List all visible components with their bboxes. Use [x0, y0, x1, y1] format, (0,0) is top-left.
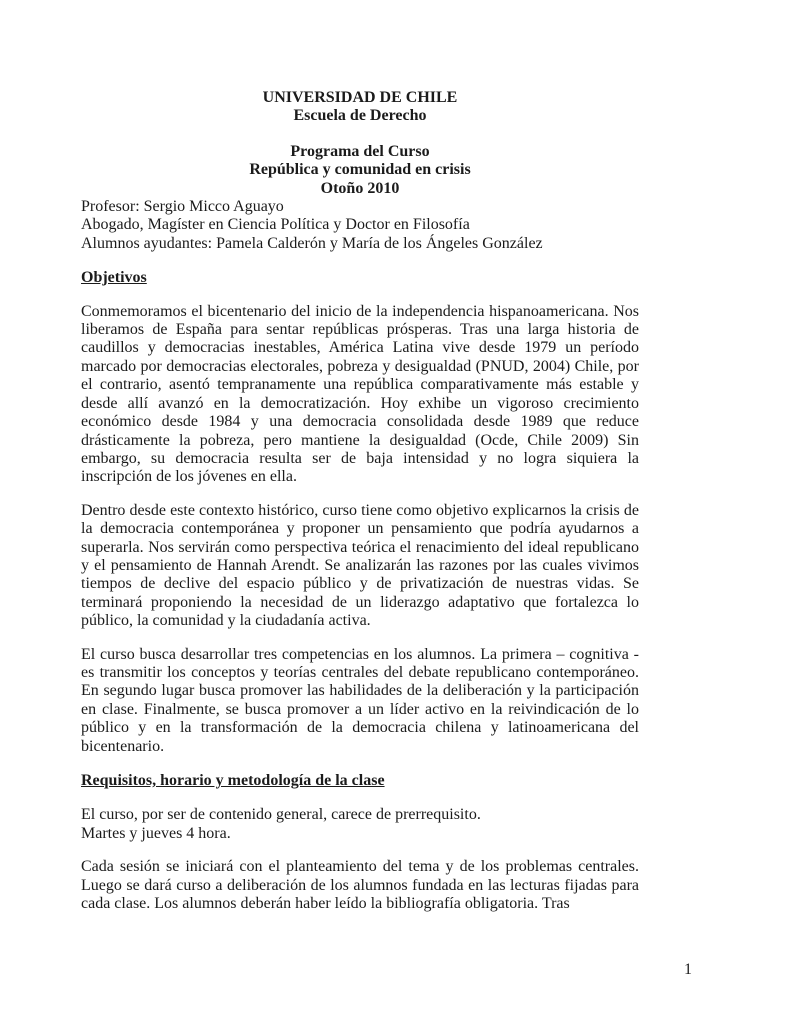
- assistants-line: Alumnos ayudantes: Pamela Calderón y María de los Ángeles González: [81, 234, 543, 252]
- course-term: Otoño 2010: [320, 179, 400, 197]
- paragraph: El curso busca desarrollar tres competencias en los alumnos. La primera – cognitiva - es transmitir los conceptos y teorías centrales del debate republicano contemporáneo. En segundo lugar busca promover las habilidades de la deliberación y la participación en clase. Finalmente, se busca promover a un líder activo en la reivindicación de lo público y en la transformación de la democracia chilena y latinoamericana del bicentenario.: [81, 645, 639, 755]
- section-heading-requisitos: Requisitos, horario y metodología de la clase: [81, 772, 385, 789]
- document-header: [81, 89, 639, 253]
- paragraph: Cada sesión se iniciará con el planteamiento del tema y de los problemas centrales. Luego se dará curso a deliberación de los alumnos fundada en las lecturas fijadas para cada clase. Los alumnos deberán haber leído la bibliografía obligatoria. Tras: [81, 858, 639, 913]
- document-content: [81, 89, 639, 913]
- paragraph: Dentro desde este contexto histórico, curso tiene como objetivo explicarnos la crisis de la democracia contemporánea y proponer un pensamiento que podría ayudarnos a superarla. Nos servirán como perspectiva teórica el renacimiento del ideal republicano y el pensamiento de Hannah Arendt. Se analizarán las razones por las cuales vivimos tiempos de declive del espacio público y de privatización de nuestras vidas. Se terminará proponiendo la necesidad de un liderazgo adaptativo que fortalezca lo público, la comunidad y la ciudadanía activa.: [81, 501, 639, 630]
- paragraph: Conmemoramos el bicentenario del inicio de la independencia hispanoamericana. Nos liberamos de España para sentar repúblicas prósperas. Tras una larga historia de caudillos y democracias inestables, América Latina vive desde 1979 un período marcado por democracias electorales, pobreza y desigualdad (PNUD, 2004) Chile, por el contrario, asentó tempranamente una república comparativamente más estable y desde allí avanzó en la democratización. Hoy exhibe un vigoroso crecimiento económico desde 1984 y una democracia consolidada desde 1989 que reduce drásticamente la pobreza, pero mantiene la desigualdad (Ocde, Chile 2009) Sin embargo, su democracia resulta ser de baja intensidad y no logra siquiera la inscripción de los jóvenes en ella.: [81, 302, 639, 486]
- section-requisitos: [81, 772, 639, 913]
- school-name: Escuela de Derecho: [293, 107, 427, 125]
- schedule-line: Martes y jueves 4 hora.: [81, 824, 231, 842]
- professor-line: Profesor: Sergio Micco Aguayo: [81, 198, 284, 216]
- course-title: República y comunidad en crisis: [249, 161, 471, 179]
- requisito-line: El curso, por ser de contenido general, carece de prerrequisito.: [81, 806, 481, 824]
- program-label: Programa del Curso: [290, 142, 430, 160]
- credentials-line: Abogado, Magíster en Ciencia Política y Doctor en Filosofía: [81, 216, 470, 234]
- requisitos-lines: [81, 806, 639, 843]
- institution-name: UNIVERSIDAD DE CHILE: [262, 89, 458, 106]
- section-objetivos: [81, 269, 639, 756]
- page-number: 1: [684, 961, 692, 978]
- section-heading-objetivos: Objetivos: [81, 269, 147, 287]
